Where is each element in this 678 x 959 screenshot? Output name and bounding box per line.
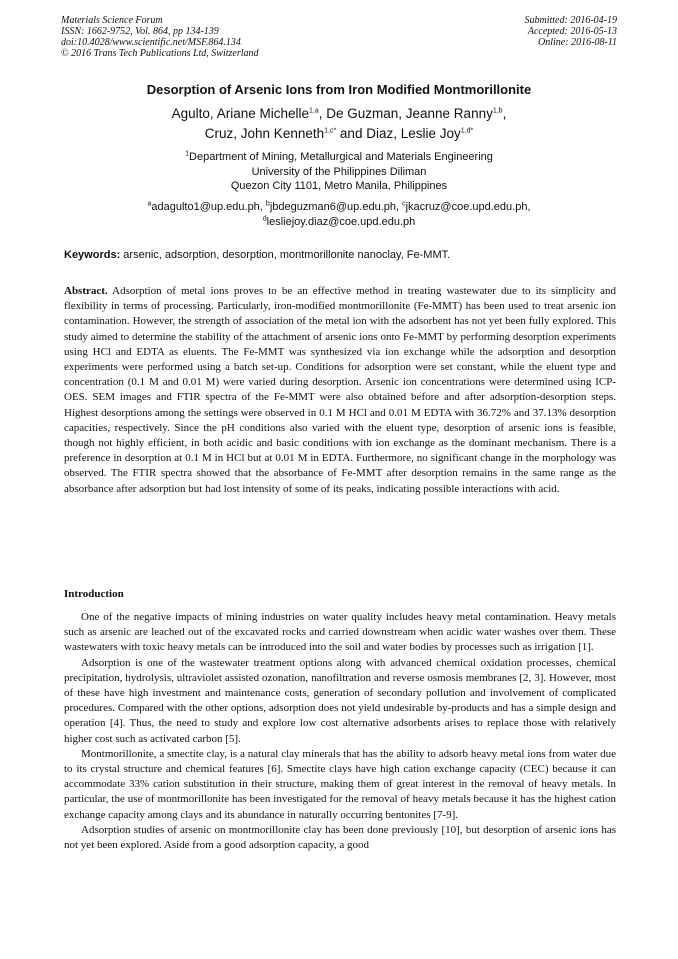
email-address: jbdeguzman6@up.edu.ph, <box>269 201 403 213</box>
author-name: Diaz, Leslie Joy <box>366 126 461 141</box>
abstract-text: Adsorption of metal ions proves to be an effective method in treating wastewater due to its simplicity and flexibility in terms of processing. Particularly, iron-modified montmorillonite (Fe-MMT) has been used to treat arsenic ion contamination. However, the strength of association of the metal ion with the adsorbent has not yet been fully explored. This study aimed to determine the stability of the attachment of arsenic ions onto Fe-MMT by performing desorption experiments using HCl and EDTA as eluents. The Fe-MMT was synthesized via ion exchange while the adsorption and desorption experiments were performed using a batch set-up. Conditions for adsorption were set constant, while the eluent type and concentration (0.1 M and 0.01 M) were varied during desorption. Arsenic ion concentrations were determined using ICP-OES. SEM images and FTIR spectra of the Fe-MMT were also obtained before and after adsorption-desorption steps. Highest desorptions among the settings were observed in 0.1 M HCl and 0.01 M EDTA with 36.72% and 37.13% desorption capacities, respectively. Since the pH conditions also varied with the eluent type, desorption of arsenic ions is feasible, though not highly efficient, in both acidic and basic conditions with ion exchange as the dominant mechanism. There is a preference in desorption at 0.1 M in HCl but at 0.01 M in EDTA. Furthermore, no significant change in the morphology was observed. The FTIR spectra showed that the absorbance of Fe-MMT after desorption remains in the same range as the absorbance after adsorption but had lost intensity of some of its peaks, indicating possible interactions with acid. <box>64 285 616 495</box>
author-sup: 1,a <box>308 107 319 115</box>
author-list <box>0 104 678 144</box>
paragraph: Adsorption is one of the wastewater treatment options along with advanced chemical oxidation processes, chemical precipitation, hydrolysis, ultraviolet assisted ozonation, nanofiltration and reverse osmosis membranes [2, 3]. However, most of these have high investment and maintenance costs, generation of secondary pollution and involvement of complicated procedures. Compared with the other options, adsorption does not yield undesirable by-products and has a simple design and operation [4]. Thus, the need to study and explore low cost alternative adsorbents arises to replace those with relatively higher cost such as activated carbon [5]. <box>64 656 616 745</box>
email-sup: c <box>402 200 406 208</box>
affiliation-address: Quezon City 1101, Metro Manila, Philippines <box>230 180 448 192</box>
email-address: jkacruz@coe.upd.edu.ph, <box>405 201 531 213</box>
email-sup: a <box>147 200 152 208</box>
affiliation-sup: 1 <box>185 150 190 158</box>
author-line-2 <box>0 124 678 144</box>
journal-info <box>61 15 259 59</box>
abstract <box>64 284 616 497</box>
date-online: Online: 2016-08-11 <box>538 37 617 48</box>
journal-header <box>61 15 617 59</box>
journal-copyright: © 2016 Trans Tech Publications Ltd, Switzerland <box>61 48 259 59</box>
journal-doi: doi:10.4028/www.scientific.net/MSF.864.134 <box>61 37 241 48</box>
paragraph: One of the negative impacts of mining industries on water quality includes heavy metal contamination. Heavy metals such as arsenic are leached out of the excavated rocks and carried downstream when acidic water washes over them. These wastewaters with toxic heavy metals can be introduced into the soil and water bodies by processes such as irrigation [1]. <box>64 611 616 654</box>
email-line-1 <box>0 200 678 215</box>
email-address: adagulto1@up.edu.ph, <box>151 201 266 213</box>
affiliation-department: Department of Mining, Metallurgical and Materials Engineering <box>189 151 493 163</box>
author-separator: , <box>502 106 507 121</box>
keywords-label: Keywords: <box>64 249 121 261</box>
author-name: Cruz, John Kenneth <box>204 126 325 141</box>
paragraph: Montmorillonite, a smectite clay, is a natural clay minerals that has the ability to adsorb heavy metal ions from water due to its crystal structure and chemical features [6]. Smectite clays have high cation exchange capacity (CEC) because it can accommodate 33% cation substitution in their structure, making them of great interest in the removal of heavy metals. In particular, the use of montmorillonite has been investigated for the removal of heavy metals because it has the highest cation exchange capacity among clays and its abundance in naturally occurring bentonites [7-9]. <box>64 747 616 821</box>
keywords-text: arsenic, adsorption, desorption, montmorillonite nanoclay, Fe-MMT. <box>120 249 451 261</box>
author-sup: 1,b <box>492 107 503 115</box>
email-sup: d <box>262 214 267 222</box>
author-name: Agulto, Ariane Michelle <box>171 106 309 121</box>
affiliation-university: University of the Philippines Diliman <box>251 165 427 178</box>
email-address: lesliejoy.diaz@coe.upd.edu.ph <box>266 215 416 228</box>
introduction-heading: Introduction <box>64 588 124 600</box>
publication-dates <box>525 15 618 59</box>
author-separator: , <box>318 106 327 121</box>
author-name: De Guzman, Jeanne Ranny <box>326 106 493 121</box>
abstract-label: Abstract. <box>64 285 108 297</box>
keywords <box>64 249 616 261</box>
date-submitted: Submitted: 2016-04-19 <box>524 15 617 26</box>
paragraph: Adsorption studies of arsenic on montmorillonite clay has been done previously [10], but desorption of arsenic ions has not yet been explored. Aside from a good adsorption capacity, a good <box>64 823 616 852</box>
author-emails <box>0 200 678 229</box>
email-sup: b <box>265 200 270 208</box>
journal-issn: ISSN: 1662-9752, Vol. 864, pp 134-139 <box>61 26 219 37</box>
affiliation <box>0 150 678 194</box>
paper-title: Desorption of Arsenic Ions from Iron Modified Montmorillonite <box>146 82 532 97</box>
introduction-body <box>64 610 616 853</box>
author-line-1 <box>0 104 678 124</box>
author-separator: and <box>336 126 367 141</box>
affiliation-line <box>0 150 678 165</box>
author-sup: 1,d* <box>460 127 474 135</box>
date-accepted: Accepted: 2016-05-13 <box>527 26 617 37</box>
journal-name: Materials Science Forum <box>61 15 163 26</box>
email-line-2 <box>0 215 678 230</box>
author-sup: 1,c* <box>324 127 337 135</box>
